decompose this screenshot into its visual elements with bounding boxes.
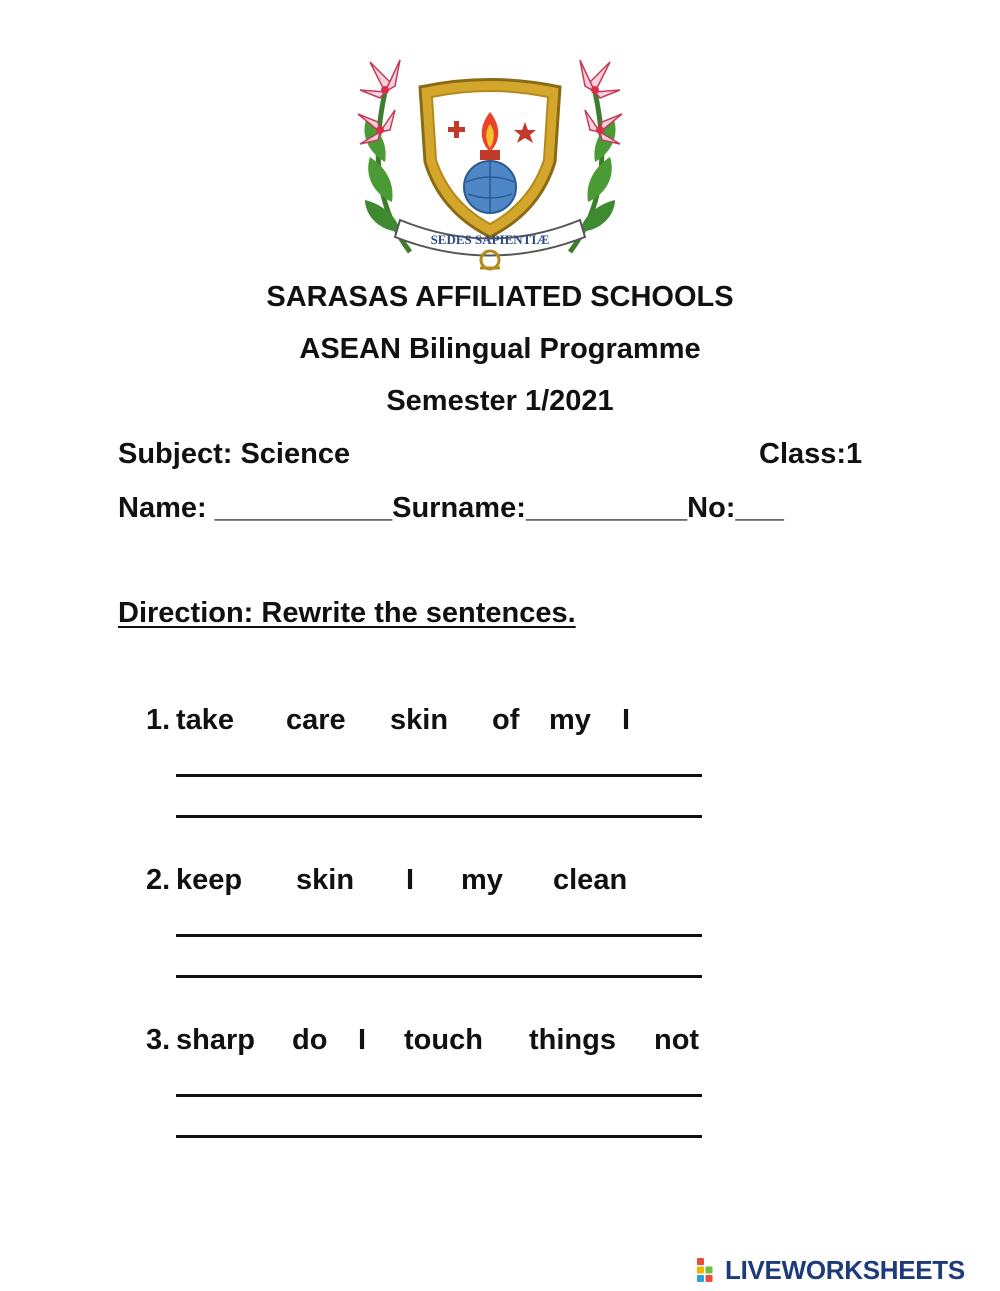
item-number: 3. [146,1024,171,1056]
answer-line[interactable] [176,934,702,937]
answer-line[interactable] [176,975,702,978]
scrambled-word: not [654,1024,700,1056]
semester-label: Semester 1/2021 [386,385,614,417]
scrambled-word: skin [296,864,355,896]
direction-heading: Direction: Rewrite the sentences. [118,597,576,629]
scrambled-word: of [492,704,520,736]
scrambled-word: care [286,704,346,736]
crest-motto-text: SEDES SAPIENTIÆ [430,232,550,247]
class-label: Class:1 [759,438,863,470]
scrambled-word: sharp [176,1024,255,1056]
item-number: 1. [146,704,171,736]
school-name: SARASAS AFFILIATED SCHOOLS [266,281,734,313]
answer-line[interactable] [176,815,702,818]
liveworksheets-wordmark: LIVEWORKSHEETS [725,1254,965,1285]
subject-label: Subject: Science [118,438,351,470]
scrambled-word: keep [176,864,243,896]
name-surname-number-line: Name: ___________Surname:__________No:___ [118,492,784,524]
answer-line[interactable] [176,774,702,777]
programme-name: ASEAN Bilingual Programme [299,333,701,365]
liveworksheets-logo[interactable] [697,1255,965,1285]
scrambled-word: take [176,704,235,736]
scrambled-word: skin [390,704,449,736]
scrambled-word: my [549,704,591,736]
shield [420,80,560,238]
scrambled-word: my [461,864,503,896]
scrambled-word: touch [404,1024,483,1056]
scrambled-word: do [292,1024,328,1056]
scrambled-word: I [622,704,631,736]
answer-line[interactable] [176,1094,702,1097]
answer-line[interactable] [176,1135,702,1138]
scrambled-word: I [358,1024,367,1056]
scrambled-word: I [406,864,415,896]
scrambled-word: clean [553,864,628,896]
item-number: 2. [146,864,171,896]
school-crest-logo [340,52,640,272]
liveworksheets-icon [697,1257,723,1283]
scrambled-word: things [529,1024,616,1056]
